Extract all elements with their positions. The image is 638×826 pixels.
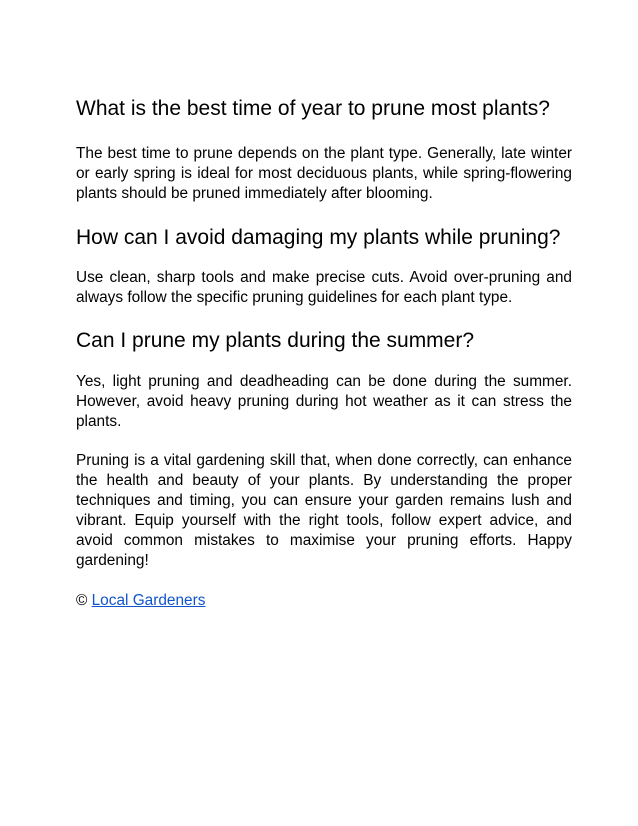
- conclusion-paragraph: Pruning is a vital gardening skill that, when done correctly, can enhance the health and beauty of your plants. By understanding the proper techniques and timing, you can ensure your garden remains lush and vibrant. Equip yourself with the right tools, follow expert advice, and avoid common mistakes to maximise your pruning efforts. Happy gardening!: [76, 452, 572, 569]
- copyright-symbol: ©: [76, 592, 88, 609]
- local-gardeners-link[interactable]: Local Gardeners: [91, 592, 206, 609]
- document-page: [76, 96, 572, 611]
- faq-question-2: How can I avoid damaging my plants while pruning?: [76, 226, 561, 249]
- faq-question-1: What is the best time of year to prune most plants?: [76, 97, 550, 120]
- faq-question-3: Can I prune my plants during the summer?: [76, 329, 475, 352]
- faq-answer-2: Use clean, sharp tools and make precise cuts. Avoid over-pruning and always follow the specific pruning guidelines for each plant type.: [76, 269, 572, 306]
- copyright-footer: [76, 591, 572, 611]
- faq-answer-1: The best time to prune depends on the plant type. Generally, late winter or early spring is ideal for most deciduous plants, while spring-flowering plants should be pruned immediately after blooming.: [76, 145, 572, 202]
- faq-answer-3: Yes, light pruning and deadheading can be done during the summer. However, avoid heavy pruning during hot weather as it can stress the plants.: [76, 373, 572, 430]
